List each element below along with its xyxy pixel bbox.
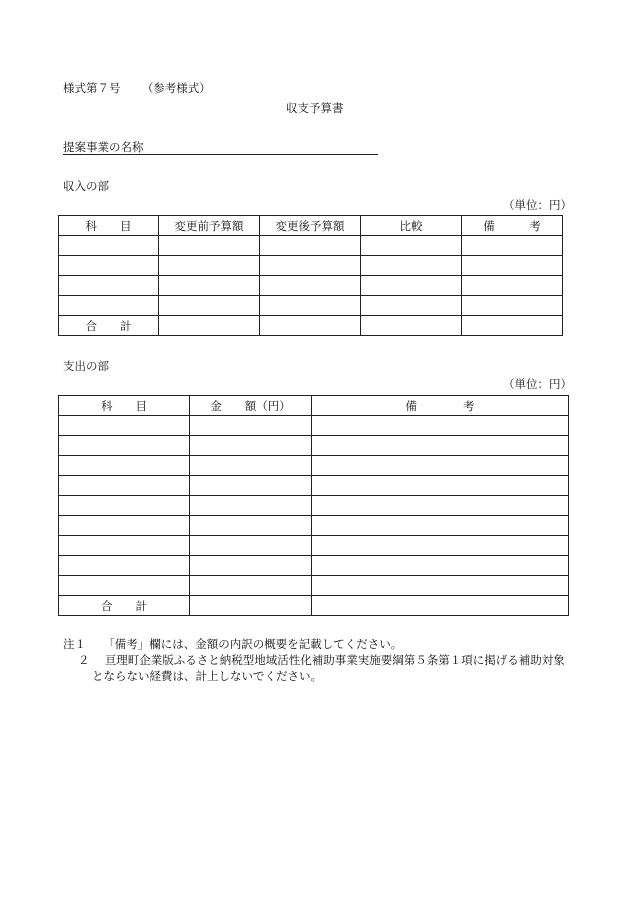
income-cell[interactable] bbox=[260, 236, 361, 256]
income-col-after: 変更後予算額 bbox=[260, 216, 361, 236]
expense-cell[interactable] bbox=[190, 416, 312, 436]
income-cell[interactable] bbox=[361, 236, 462, 256]
income-cell[interactable] bbox=[462, 256, 563, 276]
expense-cell[interactable] bbox=[59, 456, 190, 476]
table-row bbox=[59, 576, 569, 596]
expense-total-row bbox=[59, 596, 569, 616]
form-number-text: 様式第７号 bbox=[63, 81, 121, 95]
income-cell[interactable] bbox=[59, 296, 159, 316]
expense-cell[interactable] bbox=[59, 476, 190, 496]
income-col-compare: 比較 bbox=[361, 216, 462, 236]
expense-cell[interactable] bbox=[59, 536, 190, 556]
income-cell[interactable] bbox=[59, 256, 159, 276]
income-cell[interactable] bbox=[159, 296, 260, 316]
income-col-remarks: 備 考 bbox=[462, 216, 563, 236]
expense-cell[interactable] bbox=[190, 516, 312, 536]
expense-cell[interactable] bbox=[190, 576, 312, 596]
expense-cell[interactable] bbox=[59, 496, 190, 516]
expense-cell[interactable] bbox=[190, 476, 312, 496]
expense-cell[interactable] bbox=[312, 496, 569, 516]
expense-cell[interactable] bbox=[59, 556, 190, 576]
table-row bbox=[59, 556, 569, 576]
income-cell[interactable] bbox=[260, 296, 361, 316]
income-col-subject: 科 目 bbox=[59, 216, 159, 236]
expense-cell[interactable] bbox=[312, 576, 569, 596]
income-header-row bbox=[59, 216, 563, 236]
table-row bbox=[59, 476, 569, 496]
income-cell[interactable] bbox=[361, 316, 462, 336]
note-2-text-line1: 亘理町企業版ふるさと納税型地域活性化補助事業実施要綱第５条第１項に掲げる補助対象 bbox=[104, 653, 565, 667]
expense-cell[interactable] bbox=[190, 556, 312, 576]
income-cell[interactable] bbox=[59, 236, 159, 256]
table-row bbox=[59, 496, 569, 516]
income-cell[interactable] bbox=[462, 276, 563, 296]
expense-col-amount: 金 額（円） bbox=[190, 396, 312, 416]
expense-cell[interactable] bbox=[312, 516, 569, 536]
income-table bbox=[58, 215, 563, 336]
income-cell[interactable] bbox=[462, 236, 563, 256]
expense-header-row bbox=[59, 396, 569, 416]
expense-col-subject: 科 目 bbox=[59, 396, 190, 416]
income-unit: （単位：円） bbox=[503, 198, 572, 212]
expense-section-title: 支出の部 bbox=[63, 359, 109, 373]
table-row bbox=[59, 296, 563, 316]
note-2-continued: とならない経費は、計上しないでください。 bbox=[92, 669, 322, 683]
project-name-field[interactable] bbox=[63, 141, 378, 155]
table-row bbox=[59, 256, 563, 276]
table-row bbox=[59, 536, 569, 556]
form-number bbox=[63, 81, 211, 95]
table-row bbox=[59, 236, 563, 256]
note-1-text: 「備考」欄には、金額の内訳の概要を記載してください。 bbox=[103, 637, 403, 651]
expense-cell[interactable] bbox=[312, 416, 569, 436]
expense-cell[interactable] bbox=[190, 436, 312, 456]
expense-cell[interactable] bbox=[312, 436, 569, 456]
page-title: 収支予算書 bbox=[286, 101, 344, 115]
note-1 bbox=[63, 636, 402, 652]
income-total-label: 合 計 bbox=[59, 316, 159, 336]
expense-cell[interactable] bbox=[59, 516, 190, 536]
expense-cell[interactable] bbox=[190, 536, 312, 556]
table-row bbox=[59, 516, 569, 536]
project-name-label: 提案事業の名称 bbox=[63, 140, 144, 154]
income-cell[interactable] bbox=[260, 256, 361, 276]
income-cell[interactable] bbox=[260, 276, 361, 296]
income-cell[interactable] bbox=[462, 296, 563, 316]
expense-cell[interactable] bbox=[312, 476, 569, 496]
income-cell[interactable] bbox=[159, 316, 260, 336]
income-cell[interactable] bbox=[361, 256, 462, 276]
income-cell[interactable] bbox=[159, 276, 260, 296]
expense-col-remarks: 備 考 bbox=[312, 396, 569, 416]
expense-unit: （単位：円） bbox=[503, 377, 572, 391]
income-cell[interactable] bbox=[361, 276, 462, 296]
expense-cell[interactable] bbox=[312, 456, 569, 476]
expense-cell[interactable] bbox=[312, 596, 569, 616]
income-total-row bbox=[59, 316, 563, 336]
table-row bbox=[59, 456, 569, 476]
expense-cell[interactable] bbox=[190, 596, 312, 616]
table-row bbox=[59, 416, 569, 436]
table-row bbox=[59, 276, 563, 296]
note-2-label: ２ bbox=[78, 653, 90, 667]
expense-table bbox=[58, 395, 569, 616]
note-2 bbox=[78, 652, 565, 668]
income-cell[interactable] bbox=[59, 276, 159, 296]
expense-cell[interactable] bbox=[59, 576, 190, 596]
form-note-text: （参考様式） bbox=[141, 81, 211, 95]
expense-total-label: 合 計 bbox=[59, 596, 190, 616]
note-1-label: 注１ bbox=[63, 637, 86, 651]
income-section-title: 収入の部 bbox=[63, 179, 109, 193]
income-cell[interactable] bbox=[159, 236, 260, 256]
income-cell[interactable] bbox=[462, 316, 563, 336]
income-cell[interactable] bbox=[361, 296, 462, 316]
expense-cell[interactable] bbox=[190, 496, 312, 516]
expense-cell[interactable] bbox=[312, 556, 569, 576]
income-cell[interactable] bbox=[260, 316, 361, 336]
income-col-before: 変更前予算額 bbox=[159, 216, 260, 236]
expense-cell[interactable] bbox=[59, 436, 190, 456]
table-row bbox=[59, 436, 569, 456]
income-cell[interactable] bbox=[159, 256, 260, 276]
expense-cell[interactable] bbox=[312, 536, 569, 556]
expense-cell[interactable] bbox=[190, 456, 312, 476]
expense-cell[interactable] bbox=[59, 416, 190, 436]
